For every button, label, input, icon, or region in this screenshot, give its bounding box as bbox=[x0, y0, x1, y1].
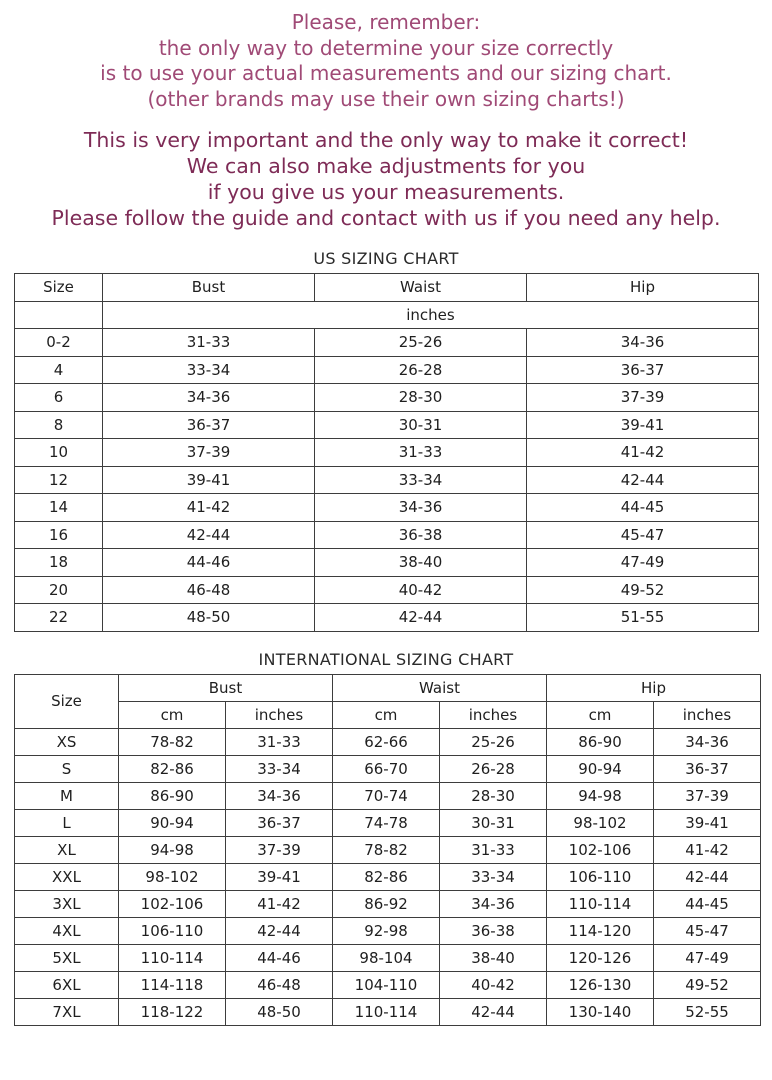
us-chart-title: US SIZING CHART bbox=[313, 249, 459, 268]
table-cell: 39-41 bbox=[654, 809, 761, 836]
subheader-bust-cm: cm bbox=[119, 701, 226, 728]
table-row bbox=[15, 521, 759, 549]
table-cell: 41-42 bbox=[226, 890, 333, 917]
table-cell: 33-34 bbox=[226, 755, 333, 782]
table-cell: 33-34 bbox=[315, 466, 527, 494]
us-sizing-table bbox=[14, 273, 759, 632]
table-cell: 45-47 bbox=[654, 917, 761, 944]
table-row bbox=[15, 755, 761, 782]
table-cell: 20 bbox=[15, 576, 103, 604]
intl-chart-title: INTERNATIONAL SIZING CHART bbox=[258, 649, 514, 669]
table-row bbox=[15, 782, 761, 809]
table-row bbox=[15, 890, 761, 917]
table-cell: 120-126 bbox=[547, 944, 654, 971]
table-cell: 30-31 bbox=[315, 411, 527, 439]
intro-line: is to use your actual measurements and our sizing chart. bbox=[100, 61, 672, 85]
unit-label: inches bbox=[103, 301, 759, 329]
table-cell: 45-47 bbox=[527, 521, 759, 549]
international-sizing-table bbox=[14, 674, 761, 1026]
table-cell: 42-44 bbox=[440, 998, 547, 1025]
table-cell: 42-44 bbox=[315, 604, 527, 632]
table-cell: 34-36 bbox=[103, 384, 315, 412]
table-cell: 110-114 bbox=[119, 944, 226, 971]
table-cell: 86-92 bbox=[333, 890, 440, 917]
table-cell: 94-98 bbox=[547, 782, 654, 809]
table-cell: 104-110 bbox=[333, 971, 440, 998]
us-table-body bbox=[15, 301, 759, 631]
table-header-row bbox=[15, 674, 761, 701]
table-row bbox=[15, 944, 761, 971]
column-header-size: Size bbox=[15, 274, 103, 302]
table-cell: 42-44 bbox=[654, 863, 761, 890]
table-cell: 46-48 bbox=[103, 576, 315, 604]
intro-line: This is very important and the only way to make it correct! bbox=[83, 128, 689, 152]
table-cell: 6XL bbox=[15, 971, 119, 998]
table-cell: 42-44 bbox=[103, 521, 315, 549]
table-cell: 98-102 bbox=[119, 863, 226, 890]
table-cell: 4 bbox=[15, 356, 103, 384]
table-cell: 110-114 bbox=[333, 998, 440, 1025]
table-cell: 34-36 bbox=[440, 890, 547, 917]
table-row bbox=[15, 728, 761, 755]
table-row bbox=[15, 384, 759, 412]
table-cell: 90-94 bbox=[547, 755, 654, 782]
table-cell: 47-49 bbox=[527, 549, 759, 577]
table-cell: 39-41 bbox=[226, 863, 333, 890]
table-cell: 37-39 bbox=[654, 782, 761, 809]
table-cell: 106-110 bbox=[119, 917, 226, 944]
subheader-bust-inches: inches bbox=[226, 701, 333, 728]
table-cell: 44-45 bbox=[654, 890, 761, 917]
table-cell: 36-38 bbox=[315, 521, 527, 549]
table-cell: 12 bbox=[15, 466, 103, 494]
subheader-waist-inches: inches bbox=[440, 701, 547, 728]
table-cell: 102-106 bbox=[547, 836, 654, 863]
table-cell: 98-104 bbox=[333, 944, 440, 971]
table-cell: 31-33 bbox=[440, 836, 547, 863]
table-cell: 74-78 bbox=[333, 809, 440, 836]
table-cell: L bbox=[15, 809, 119, 836]
table-cell: 10 bbox=[15, 439, 103, 467]
table-cell: 82-86 bbox=[333, 863, 440, 890]
table-row bbox=[15, 604, 759, 632]
intro-line: the only way to determine your size correctly bbox=[158, 35, 614, 60]
intro-line: Please follow the guide and contact with us if you need any help. bbox=[51, 206, 721, 230]
intro-line: We can also make adjustments for you bbox=[186, 154, 586, 178]
table-cell: 49-52 bbox=[654, 971, 761, 998]
column-header-hip: Hip bbox=[547, 674, 761, 701]
table-cell: 44-46 bbox=[103, 549, 315, 577]
table-cell: 37-39 bbox=[103, 439, 315, 467]
table-cell: 70-74 bbox=[333, 782, 440, 809]
table-cell: 78-82 bbox=[333, 836, 440, 863]
table-row bbox=[15, 836, 761, 863]
column-header-size: Size bbox=[15, 674, 119, 728]
table-cell: 98-102 bbox=[547, 809, 654, 836]
table-row bbox=[15, 809, 761, 836]
table-row bbox=[15, 439, 759, 467]
table-cell: XL bbox=[15, 836, 119, 863]
intro-line: if you give us your measurements. bbox=[207, 180, 565, 204]
table-cell: 5XL bbox=[15, 944, 119, 971]
table-cell: 25-26 bbox=[315, 329, 527, 357]
table-cell: 6 bbox=[15, 384, 103, 412]
table-row bbox=[15, 576, 759, 604]
table-cell: 86-90 bbox=[547, 728, 654, 755]
table-cell: 106-110 bbox=[547, 863, 654, 890]
table-cell: 22 bbox=[15, 604, 103, 632]
subheader-hip-cm: cm bbox=[547, 701, 654, 728]
table-cell: 102-106 bbox=[119, 890, 226, 917]
table-cell: 34-36 bbox=[527, 329, 759, 357]
table-cell: 44-45 bbox=[527, 494, 759, 522]
column-header-waist: Waist bbox=[333, 674, 547, 701]
table-cell: 118-122 bbox=[119, 998, 226, 1025]
table-cell: 37-39 bbox=[527, 384, 759, 412]
table-cell: 110-114 bbox=[547, 890, 654, 917]
table-row bbox=[15, 494, 759, 522]
table-row bbox=[15, 466, 759, 494]
table-cell: 114-118 bbox=[119, 971, 226, 998]
unit-row-blank bbox=[15, 301, 103, 329]
table-cell: 51-55 bbox=[527, 604, 759, 632]
table-row bbox=[15, 329, 759, 357]
table-row bbox=[15, 549, 759, 577]
intro-line: Please, remember: bbox=[291, 10, 481, 34]
table-cell: 41-42 bbox=[103, 494, 315, 522]
intro-text bbox=[14, 10, 758, 231]
table-cell: 37-39 bbox=[226, 836, 333, 863]
table-row bbox=[15, 863, 761, 890]
table-cell: 90-94 bbox=[119, 809, 226, 836]
table-cell: 34-36 bbox=[654, 728, 761, 755]
table-cell: 7XL bbox=[15, 998, 119, 1025]
table-cell: 47-49 bbox=[654, 944, 761, 971]
table-cell: 82-86 bbox=[119, 755, 226, 782]
table-cell: 33-34 bbox=[440, 863, 547, 890]
table-cell: 39-41 bbox=[103, 466, 315, 494]
table-cell: 52-55 bbox=[654, 998, 761, 1025]
table-cell: 48-50 bbox=[226, 998, 333, 1025]
table-cell: 18 bbox=[15, 549, 103, 577]
column-header-bust: Bust bbox=[119, 674, 333, 701]
column-header-hip: Hip bbox=[527, 274, 759, 302]
table-cell: 3XL bbox=[15, 890, 119, 917]
table-row bbox=[15, 356, 759, 384]
intro-block-2 bbox=[14, 127, 758, 231]
table-cell: 44-46 bbox=[226, 944, 333, 971]
column-header-bust: Bust bbox=[103, 274, 315, 302]
table-cell: 30-31 bbox=[440, 809, 547, 836]
table-row bbox=[15, 411, 759, 439]
table-cell: 130-140 bbox=[547, 998, 654, 1025]
table-cell: 28-30 bbox=[315, 384, 527, 412]
subheader-hip-inches: inches bbox=[654, 701, 761, 728]
table-cell: 49-52 bbox=[527, 576, 759, 604]
intro-line: (other brands may use their own sizing charts!) bbox=[147, 86, 625, 111]
table-cell: 26-28 bbox=[315, 356, 527, 384]
table-cell: 62-66 bbox=[333, 728, 440, 755]
table-cell: 36-37 bbox=[527, 356, 759, 384]
table-cell: 4XL bbox=[15, 917, 119, 944]
table-cell: 41-42 bbox=[654, 836, 761, 863]
table-cell: 36-37 bbox=[103, 411, 315, 439]
table-cell: 33-34 bbox=[103, 356, 315, 384]
table-cell: 28-30 bbox=[440, 782, 547, 809]
table-cell: 36-37 bbox=[226, 809, 333, 836]
table-cell: 39-41 bbox=[527, 411, 759, 439]
table-row bbox=[15, 917, 761, 944]
table-cell: 26-28 bbox=[440, 755, 547, 782]
table-cell: 41-42 bbox=[527, 439, 759, 467]
table-cell: XXL bbox=[15, 863, 119, 890]
table-cell: 78-82 bbox=[119, 728, 226, 755]
table-cell: 66-70 bbox=[333, 755, 440, 782]
table-cell: 42-44 bbox=[226, 917, 333, 944]
table-cell: 31-33 bbox=[315, 439, 527, 467]
table-cell: 48-50 bbox=[103, 604, 315, 632]
table-cell: 40-42 bbox=[440, 971, 547, 998]
table-cell: 34-36 bbox=[315, 494, 527, 522]
column-header-waist: Waist bbox=[315, 274, 527, 302]
table-cell: 0-2 bbox=[15, 329, 103, 357]
table-cell: 86-90 bbox=[119, 782, 226, 809]
table-cell: 14 bbox=[15, 494, 103, 522]
table-cell: 16 bbox=[15, 521, 103, 549]
subheader-waist-cm: cm bbox=[333, 701, 440, 728]
table-header-row bbox=[15, 274, 759, 302]
table-cell: 25-26 bbox=[440, 728, 547, 755]
table-cell: 42-44 bbox=[527, 466, 759, 494]
table-subheader-row bbox=[15, 701, 761, 728]
table-cell: 38-40 bbox=[315, 549, 527, 577]
table-row bbox=[15, 998, 761, 1025]
table-cell: 94-98 bbox=[119, 836, 226, 863]
table-cell: 31-33 bbox=[103, 329, 315, 357]
table-cell: S bbox=[15, 755, 119, 782]
table-cell: 126-130 bbox=[547, 971, 654, 998]
table-cell: 92-98 bbox=[333, 917, 440, 944]
table-row bbox=[15, 971, 761, 998]
unit-row bbox=[15, 301, 759, 329]
table-cell: 8 bbox=[15, 411, 103, 439]
table-cell: 34-36 bbox=[226, 782, 333, 809]
table-cell: 46-48 bbox=[226, 971, 333, 998]
table-cell: 38-40 bbox=[440, 944, 547, 971]
table-cell: 36-38 bbox=[440, 917, 547, 944]
table-cell: 40-42 bbox=[315, 576, 527, 604]
intro-block-1 bbox=[14, 10, 758, 112]
table-cell: 31-33 bbox=[226, 728, 333, 755]
table-cell: XS bbox=[15, 728, 119, 755]
intl-table-body bbox=[15, 728, 761, 1025]
table-cell: 36-37 bbox=[654, 755, 761, 782]
table-cell: 114-120 bbox=[547, 917, 654, 944]
table-cell: M bbox=[15, 782, 119, 809]
